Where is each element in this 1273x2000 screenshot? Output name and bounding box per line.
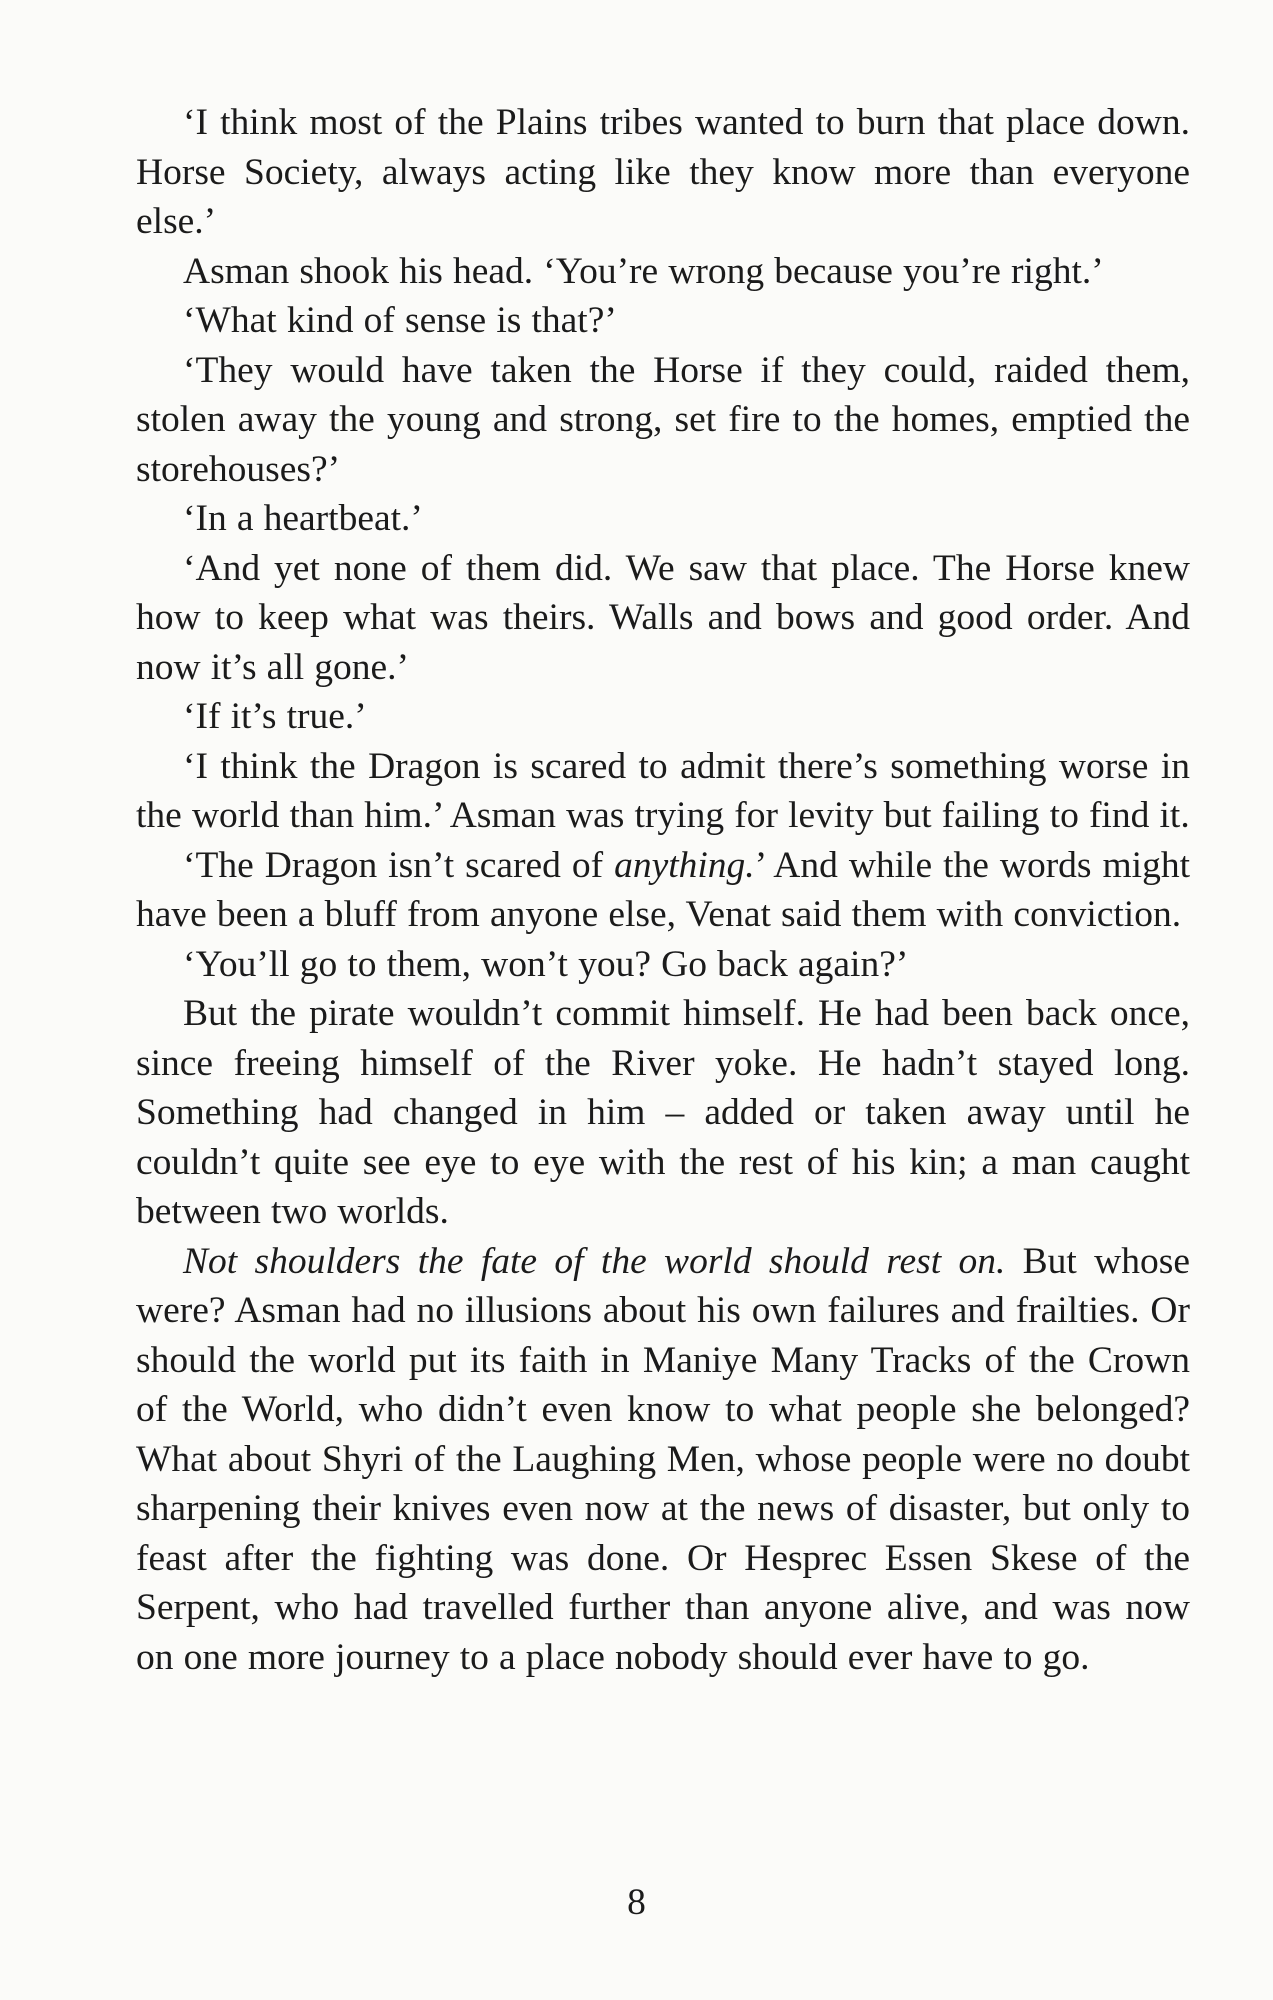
paragraph xyxy=(136,692,1190,742)
paragraph xyxy=(136,544,1190,693)
text-run: But whose were? Asman had no illusions about his own failures and frailties. Or should the world put its faith in Maniye Many Tracks of the Crown of the World, who didn’t even know to what people she belonged? What about Shyri of the Laughing Men, whose people were no doubt sharpening their knives even now at the news of disaster, but only to feast after the fighting was done. Or Hesprec Essen Skese of the Serpent, who had travelled further than anyone alive, and was now on one more journey to a place nobody should ever have to go. xyxy=(136,1240,1190,1678)
paragraph xyxy=(136,296,1190,346)
text-run: ‘What kind of sense is that?’ xyxy=(183,300,617,341)
paragraph xyxy=(136,98,1190,247)
page-number: 8 xyxy=(627,1882,646,1923)
text-run: ‘I think the Dragon is scared to admit there’s something worse in the world than him.’ Asman was trying for levity but failing to find it. xyxy=(136,745,1190,836)
text-run: ‘The Dragon isn’t scared of xyxy=(183,844,615,886)
paragraph xyxy=(136,247,1190,297)
paragraph xyxy=(136,742,1190,841)
text-run: ‘You’ll go to them, won’t you? Go back again?’ xyxy=(183,943,909,985)
text-run: ‘If it’s true.’ xyxy=(183,696,367,737)
page-body xyxy=(136,98,1190,1682)
paragraph xyxy=(136,841,1190,940)
italic-text: anything. xyxy=(614,844,755,886)
text-run: ‘They would have taken the Horse if they could, raided them, stolen away the young and strong, set fire to the homes, emptied the storehouses?’ xyxy=(136,349,1190,490)
text-run: ‘I think most of the Plains tribes wanted to burn that place down. Horse Society, always acting like they know more than everyone else.’ xyxy=(136,102,1190,242)
text-run: But the pirate wouldn’t commit himself. He had been back once, since freeing himself of the River yoke. He hadn’t stayed long. Something had changed in him – added or taken away until he couldn’t quite see eye to eye with the rest of his kin; a man caught between two worlds. xyxy=(136,993,1190,1232)
text-run: Asman shook his head. ‘You’re wrong because you’re right.’ xyxy=(183,250,1104,292)
paragraph xyxy=(136,1237,1190,1683)
paragraph xyxy=(136,989,1190,1237)
text-run: ’ And while the words might have been a bluff from anyone else, Venat said them with conviction. xyxy=(136,844,1190,935)
paragraph xyxy=(136,346,1190,495)
paragraph xyxy=(136,494,1190,544)
text-run: ‘In a heartbeat.’ xyxy=(183,498,423,539)
text-run: ‘And yet none of them did. We saw that place. The Horse knew how to keep what was theirs. Walls and bows and good order. And now it’s all gone.’ xyxy=(136,547,1190,688)
italic-text: Not shoulders the fate of the world should rest on. xyxy=(183,1240,1006,1282)
paragraph xyxy=(136,940,1190,990)
